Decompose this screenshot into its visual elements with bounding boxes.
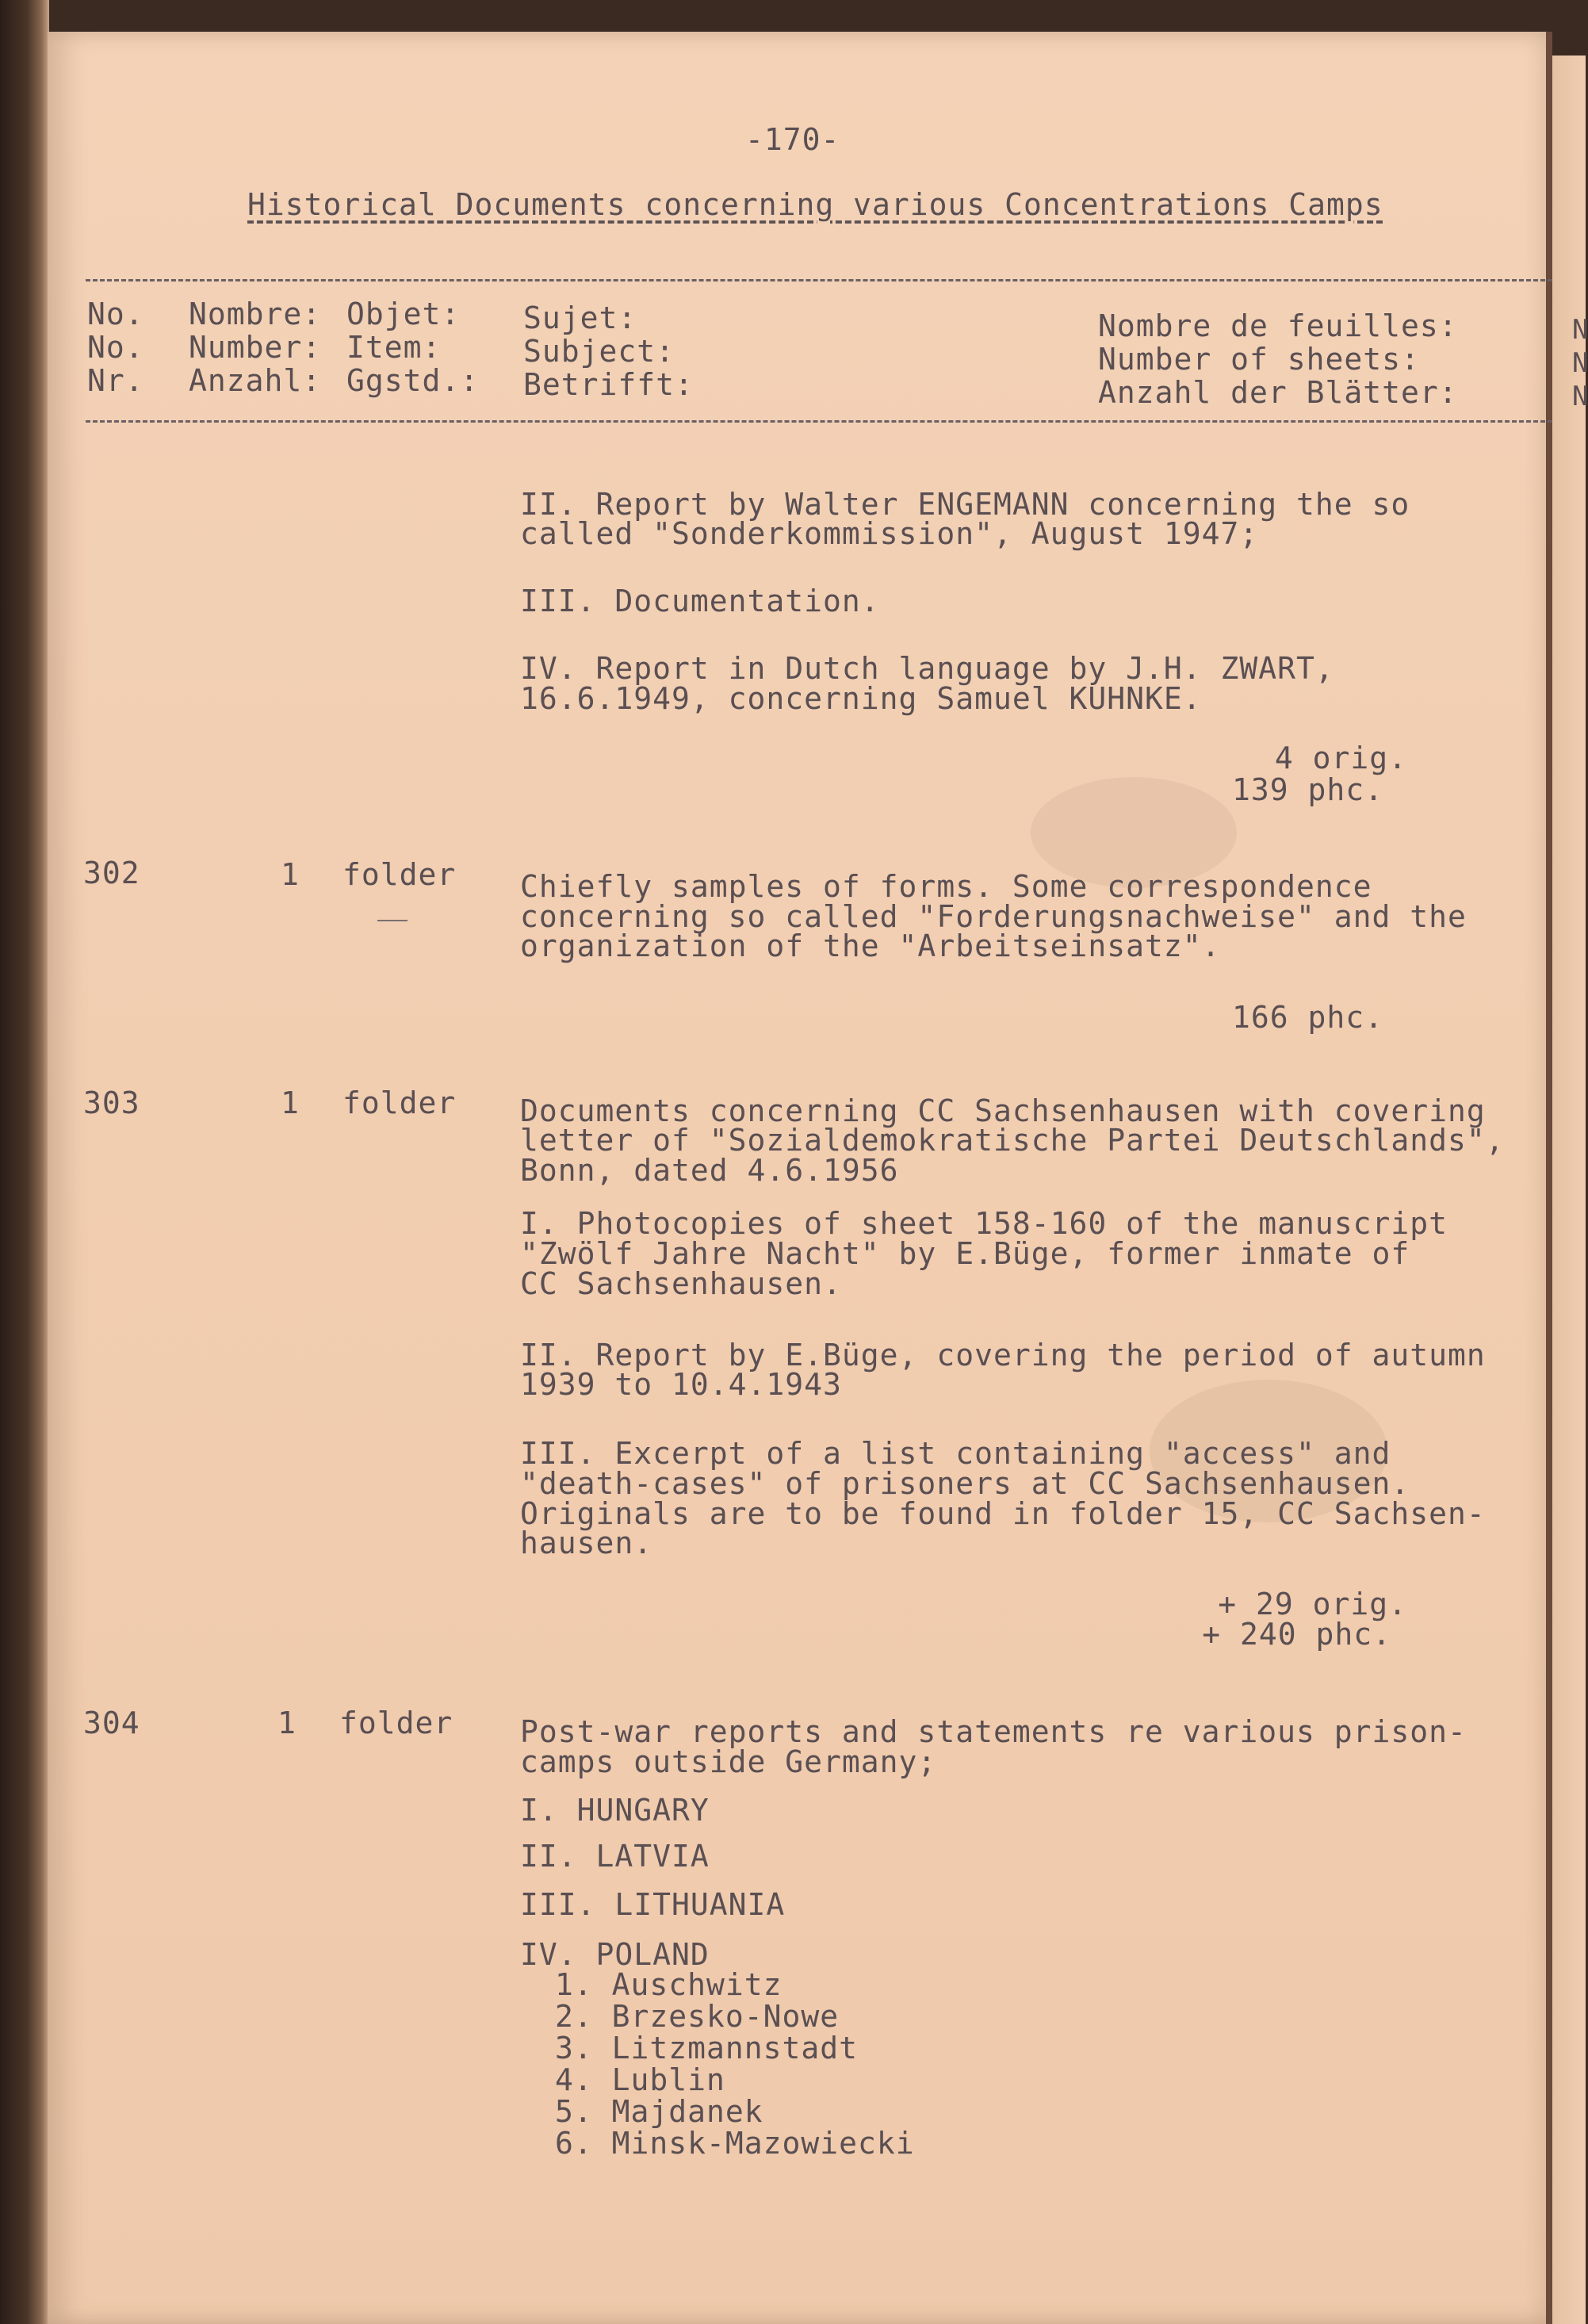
header-subject-fr: Sujet:	[523, 301, 637, 335]
entry-303-unit: folder	[342, 1085, 457, 1120]
entry-cont-sheets-orig: 4 orig.	[1274, 741, 1407, 775]
entry-303-subject-line2: letter of "Sozialdemokratische Partei Deutschlands",	[520, 1123, 1505, 1158]
book-spine-left	[0, 0, 49, 2324]
page-title: Historical Documents concerning various Concentrations Camps	[247, 187, 1383, 222]
header-rule-top	[86, 279, 1552, 281]
entry-303-number: 303	[83, 1085, 140, 1120]
entry-302-dash	[377, 920, 408, 921]
entry-302-subject-line2: concerning so called "Forderungsnachweise" and the	[520, 899, 1467, 934]
entry-304-poland-place: 5. Majdanek	[555, 2094, 763, 2129]
entry-303-item3-line2: "death-cases" of prisoners at CC Sachsenhausen.	[520, 1466, 1410, 1501]
entry-304-country-lithuania: III. LITHUANIA	[520, 1887, 786, 1922]
entry-303-subject-line3: Bonn, dated 4.6.1956	[520, 1153, 899, 1188]
entry-303-item3-line4: hausen.	[520, 1526, 653, 1560]
header-item-fr: Objet:	[346, 297, 461, 331]
header-sheets-fr: Nombre de feuilles:	[1098, 308, 1458, 343]
entry-cont-item2-line2: called "Sonderkommission", August 1947;	[520, 516, 1259, 551]
entry-cont-sheets-phc: 139 phc.	[1231, 772, 1383, 807]
entry-303-item2-line1: II. Report by E.Büge, covering the period of autumn	[520, 1338, 1486, 1373]
entry-303-item1-line3: CC Sachsenhausen.	[520, 1266, 842, 1301]
entry-303-item1-line2: "Zwölf Jahre Nacht" by E.Büge, former inmate of	[520, 1236, 1410, 1271]
entry-302-number: 302	[83, 856, 140, 890]
page-right-edge	[1546, 32, 1552, 2324]
entry-302-unit: folder	[342, 857, 457, 892]
header-no-fr: No.	[87, 297, 144, 331]
entry-304-poland-place: 3. Litzmannstadt	[555, 2031, 859, 2066]
header-no-de: Nr.	[87, 363, 144, 398]
header-item-de: Ggstd.:	[346, 363, 480, 398]
entry-304-poland-place: 2. Brzesko-Nowe	[555, 1999, 840, 2034]
page-number: -170-	[745, 122, 840, 157]
entry-304-subject-line2: camps outside Germany;	[520, 1744, 937, 1779]
entry-304-quantity: 1	[277, 1706, 297, 1740]
header-number-en: Number:	[189, 330, 322, 365]
entry-303-item1-line1: I. Photocopies of sheet 158-160 of the manuscript	[520, 1206, 1448, 1241]
entry-304-poland-place: 4. Lublin	[555, 2062, 725, 2097]
next-page-header-letter: N	[1572, 314, 1588, 346]
header-no-en: No.	[87, 330, 144, 365]
entry-304-number: 304	[83, 1706, 140, 1740]
entry-303-subject-line1: Documents concerning CC Sachsenhausen with covering	[520, 1093, 1486, 1128]
entry-304-subject-line1: Post-war reports and statements re various prison-	[520, 1714, 1467, 1749]
header-rule-bottom	[86, 420, 1552, 423]
header-number-fr: Nombre:	[189, 297, 322, 331]
entry-cont-item3: III. Documentation.	[520, 584, 880, 618]
next-page-header-letter: N	[1572, 381, 1588, 412]
entry-303-item3-line3: Originals are to be found in folder 15, CC Sachsen-	[520, 1496, 1486, 1531]
entry-304-poland-place: 6. Minsk-Mazowiecki	[555, 2126, 915, 2161]
header-subject-de: Betrifft:	[523, 367, 694, 402]
entry-303-quantity: 1	[281, 1085, 300, 1120]
entry-304-country-hungary: I. HUNGARY	[520, 1793, 710, 1828]
header-sheets-en: Number of sheets:	[1098, 342, 1420, 377]
entry-302-subject-line1: Chiefly samples of forms. Some correspondence	[520, 869, 1372, 904]
entry-302-sheets: 166 phc.	[1231, 1000, 1383, 1035]
entry-304-country-poland: IV. POLAND	[520, 1937, 710, 1972]
entry-302-subject-line3: organization of the "Arbeitseinsatz".	[520, 928, 1221, 963]
header-number-de: Anzahl:	[189, 363, 322, 398]
header-item-en: Item:	[346, 330, 442, 365]
entry-303-sheets-phc: + 240 phc.	[1202, 1617, 1391, 1652]
entry-303-sheets-orig: + 29 orig.	[1218, 1587, 1407, 1621]
entry-303-item3-line1: III. Excerpt of a list containing "access" and	[520, 1436, 1391, 1471]
entry-303-item2-line2: 1939 to 10.4.1943	[520, 1367, 842, 1402]
entry-304-poland-place: 1. Auschwitz	[555, 1967, 783, 2002]
entry-cont-item4-line2: 16.6.1949, concerning Samuel KUHNKE.	[520, 681, 1202, 716]
header-subject-en: Subject:	[523, 334, 675, 369]
entry-cont-item2-line1: II. Report by Walter ENGEMANN concerning the so	[520, 487, 1410, 522]
entry-304-country-latvia: II. LATVIA	[520, 1839, 710, 1874]
entry-cont-item4-line1: IV. Report in Dutch language by J.H. ZWART,	[520, 651, 1334, 686]
next-page-header-letter: N	[1572, 347, 1588, 379]
header-sheets-de: Anzahl der Blätter:	[1098, 375, 1458, 410]
entry-304-unit: folder	[339, 1706, 453, 1740]
entry-302-quantity: 1	[281, 857, 300, 892]
